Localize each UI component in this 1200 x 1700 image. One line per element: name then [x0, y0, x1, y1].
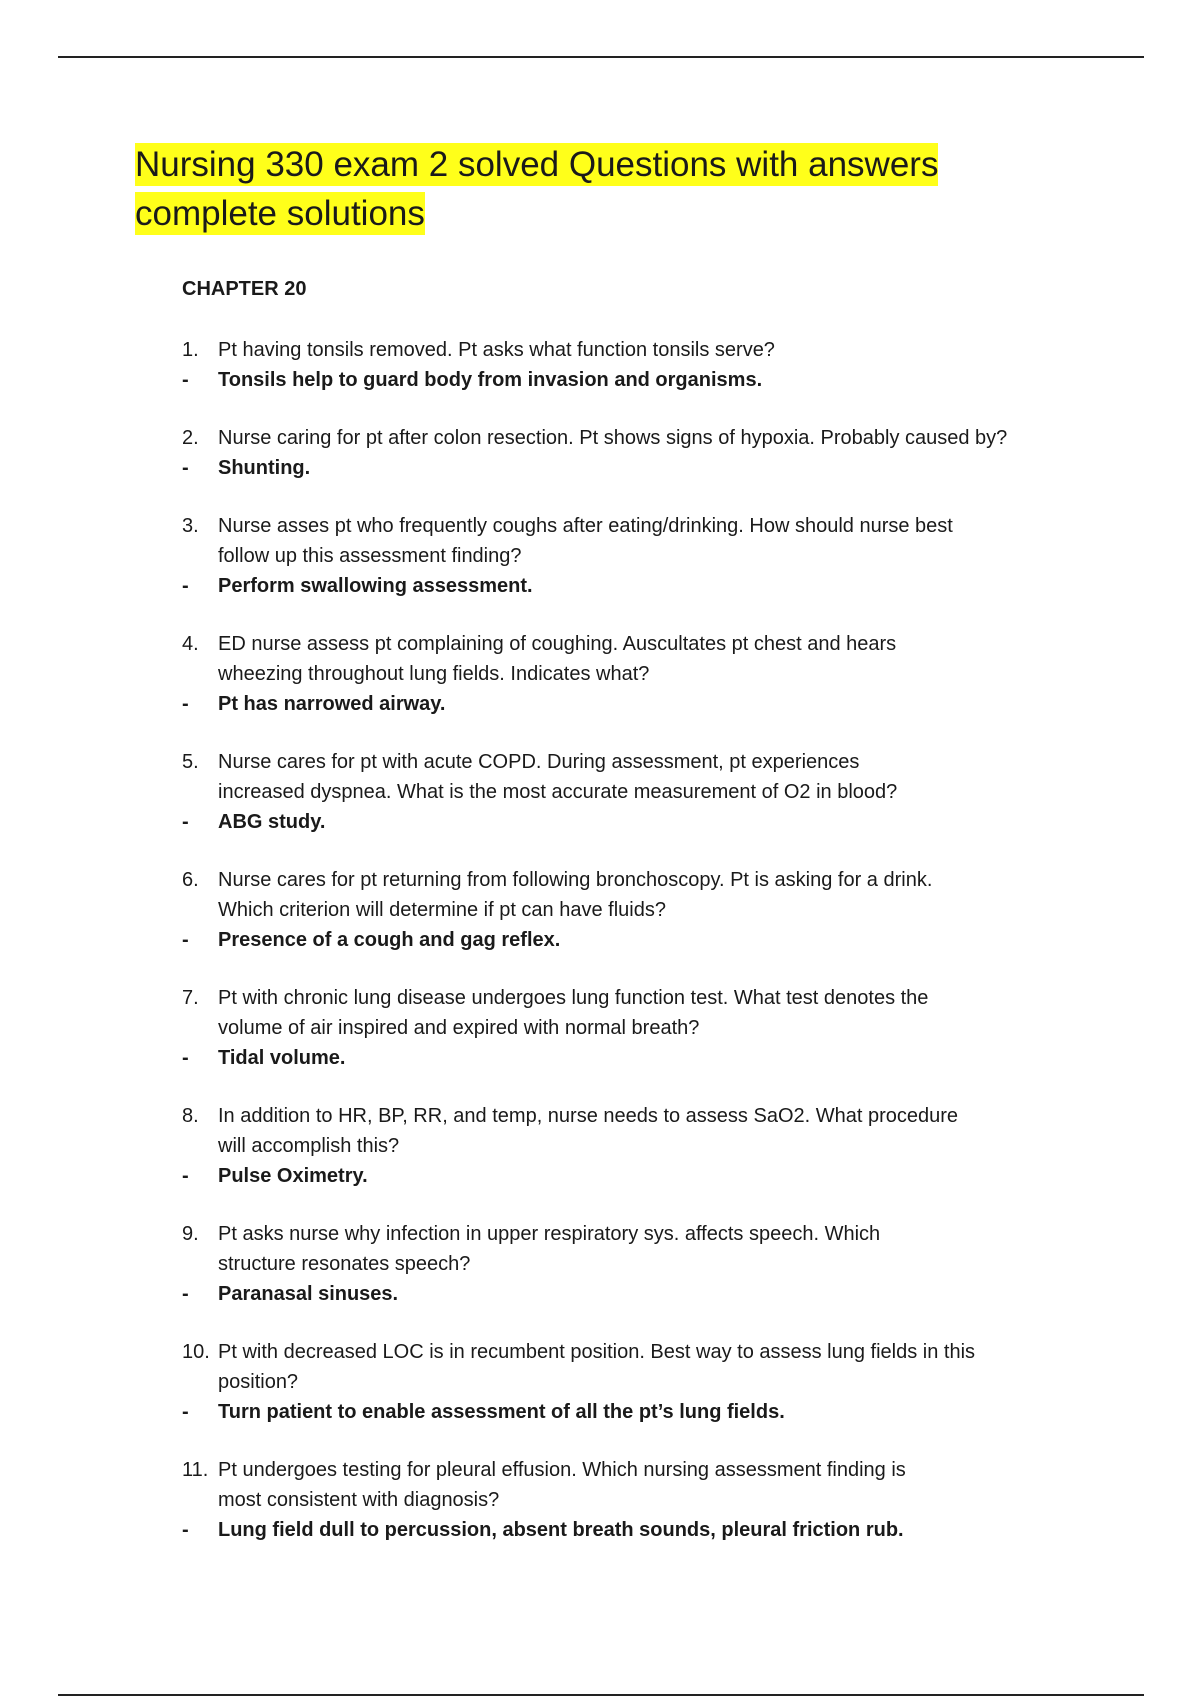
question-text: [182, 983, 978, 1043]
question-number: 9.: [182, 1223, 199, 1245]
answer-body: Pulse Oximetry.: [218, 1165, 368, 1187]
answer-text: [182, 1397, 1102, 1427]
answer-marker: -: [182, 811, 189, 833]
chapter-heading: CHAPTER 20: [182, 278, 307, 300]
answer-marker: -: [182, 1519, 189, 1541]
question-list: [182, 335, 1102, 1573]
question-item: [182, 1337, 1102, 1427]
top-rule: [58, 56, 1144, 58]
question-item: [182, 747, 1102, 837]
bottom-rule: [58, 1694, 1144, 1696]
question-text: [182, 335, 1102, 365]
answer-body: Lung field dull to percussion, absent breath sounds, pleural friction rub.: [218, 1519, 904, 1541]
question-item: [182, 335, 1102, 395]
question-item: [182, 1455, 1102, 1545]
question-text: [182, 865, 978, 925]
question-item: [182, 629, 1102, 719]
answer-marker: -: [182, 1165, 189, 1187]
question-item: [182, 1101, 1102, 1191]
question-body: Nurse cares for pt with acute COPD. During assessment, pt experiences increased dyspnea. What is the most accurate measurement of O2 in blood?: [218, 751, 898, 803]
question-item: [182, 1219, 1102, 1309]
question-text: [182, 629, 923, 689]
question-item: [182, 865, 1102, 955]
answer-body: Turn patient to enable assessment of all the pt’s lung fields.: [218, 1401, 785, 1423]
question-text: [182, 423, 1098, 453]
question-item: [182, 423, 1102, 483]
question-text: [182, 511, 963, 571]
answer-body: Pt has narrowed airway.: [218, 693, 446, 715]
question-text: [182, 747, 923, 807]
question-number: 2.: [182, 427, 199, 449]
document-title: [135, 140, 1015, 238]
answer-marker: -: [182, 575, 189, 597]
answer-marker: -: [182, 693, 189, 715]
question-body: Nurse asses pt who frequently coughs after eating/drinking. How should nurse best follow up this assessment finding?: [218, 515, 953, 567]
question-body: ED nurse assess pt complaining of coughing. Auscultates pt chest and hears wheezing throughout lung fields. Indicates what?: [218, 633, 897, 685]
question-body: Nurse cares for pt returning from following bronchoscopy. Pt is asking for a drink. Which criterion will determine if pt can have fluids?: [218, 869, 933, 921]
answer-text: [182, 1161, 1102, 1191]
answer-text: [182, 925, 1102, 955]
answer-marker: -: [182, 929, 189, 951]
question-text: [182, 1455, 923, 1515]
answer-marker: -: [182, 369, 189, 391]
question-body: Pt having tonsils removed. Pt asks what function tonsils serve?: [218, 339, 775, 361]
answer-marker: -: [182, 1283, 189, 1305]
question-text: [182, 1219, 923, 1279]
question-number: 3.: [182, 515, 199, 537]
question-number: 4.: [182, 633, 199, 655]
question-number: 1.: [182, 339, 199, 361]
answer-body: Tonsils help to guard body from invasion and organisms.: [218, 369, 763, 391]
title-highlight: Nursing 330 exam 2 solved Questions with answers complete solutions: [135, 145, 939, 233]
answer-body: Presence of a cough and gag reflex.: [218, 929, 561, 951]
question-body: Nurse caring for pt after colon resection. Pt shows signs of hypoxia. Probably caused by?: [218, 427, 1008, 449]
question-body: Pt with chronic lung disease undergoes lung function test. What test denotes the volume of air inspired and expired with normal breath?: [218, 987, 929, 1039]
answer-text: [182, 1043, 1102, 1073]
question-number: 6.: [182, 869, 199, 891]
answer-body: Tidal volume.: [218, 1047, 346, 1069]
answer-text: [182, 807, 1102, 837]
question-number: 11.: [182, 1459, 209, 1481]
question-text: [182, 1101, 978, 1161]
answer-text: [182, 365, 1102, 395]
question-body: In addition to HR, BP, RR, and temp, nurse needs to assess SaO2. What procedure will accomplish this?: [218, 1105, 959, 1157]
answer-body: Perform swallowing assessment.: [218, 575, 533, 597]
answer-text: [182, 1279, 1102, 1309]
question-number: 5.: [182, 751, 199, 773]
question-item: [182, 511, 1102, 601]
question-body: Pt with decreased LOC is in recumbent position. Best way to assess lung fields in this position?: [218, 1341, 976, 1393]
question-number: 8.: [182, 1105, 199, 1127]
question-item: [182, 983, 1102, 1073]
answer-text: [182, 571, 1102, 601]
answer-body: ABG study.: [218, 811, 326, 833]
question-body: Pt undergoes testing for pleural effusion. Which nursing assessment finding is most consistent with diagnosis?: [218, 1459, 906, 1511]
answer-marker: -: [182, 1401, 189, 1423]
answer-text: [182, 689, 1102, 719]
answer-body: Paranasal sinuses.: [218, 1283, 399, 1305]
answer-text: [182, 1515, 1102, 1545]
answer-marker: -: [182, 1047, 189, 1069]
question-number: 7.: [182, 987, 199, 1009]
answer-text: [182, 453, 1102, 483]
answer-marker: -: [182, 457, 189, 479]
question-body: Pt asks nurse why infection in upper respiratory sys. affects speech. Which structure resonates speech?: [218, 1223, 881, 1275]
question-number: 10.: [182, 1341, 210, 1363]
question-text: [182, 1337, 978, 1397]
answer-body: Shunting.: [218, 457, 311, 479]
